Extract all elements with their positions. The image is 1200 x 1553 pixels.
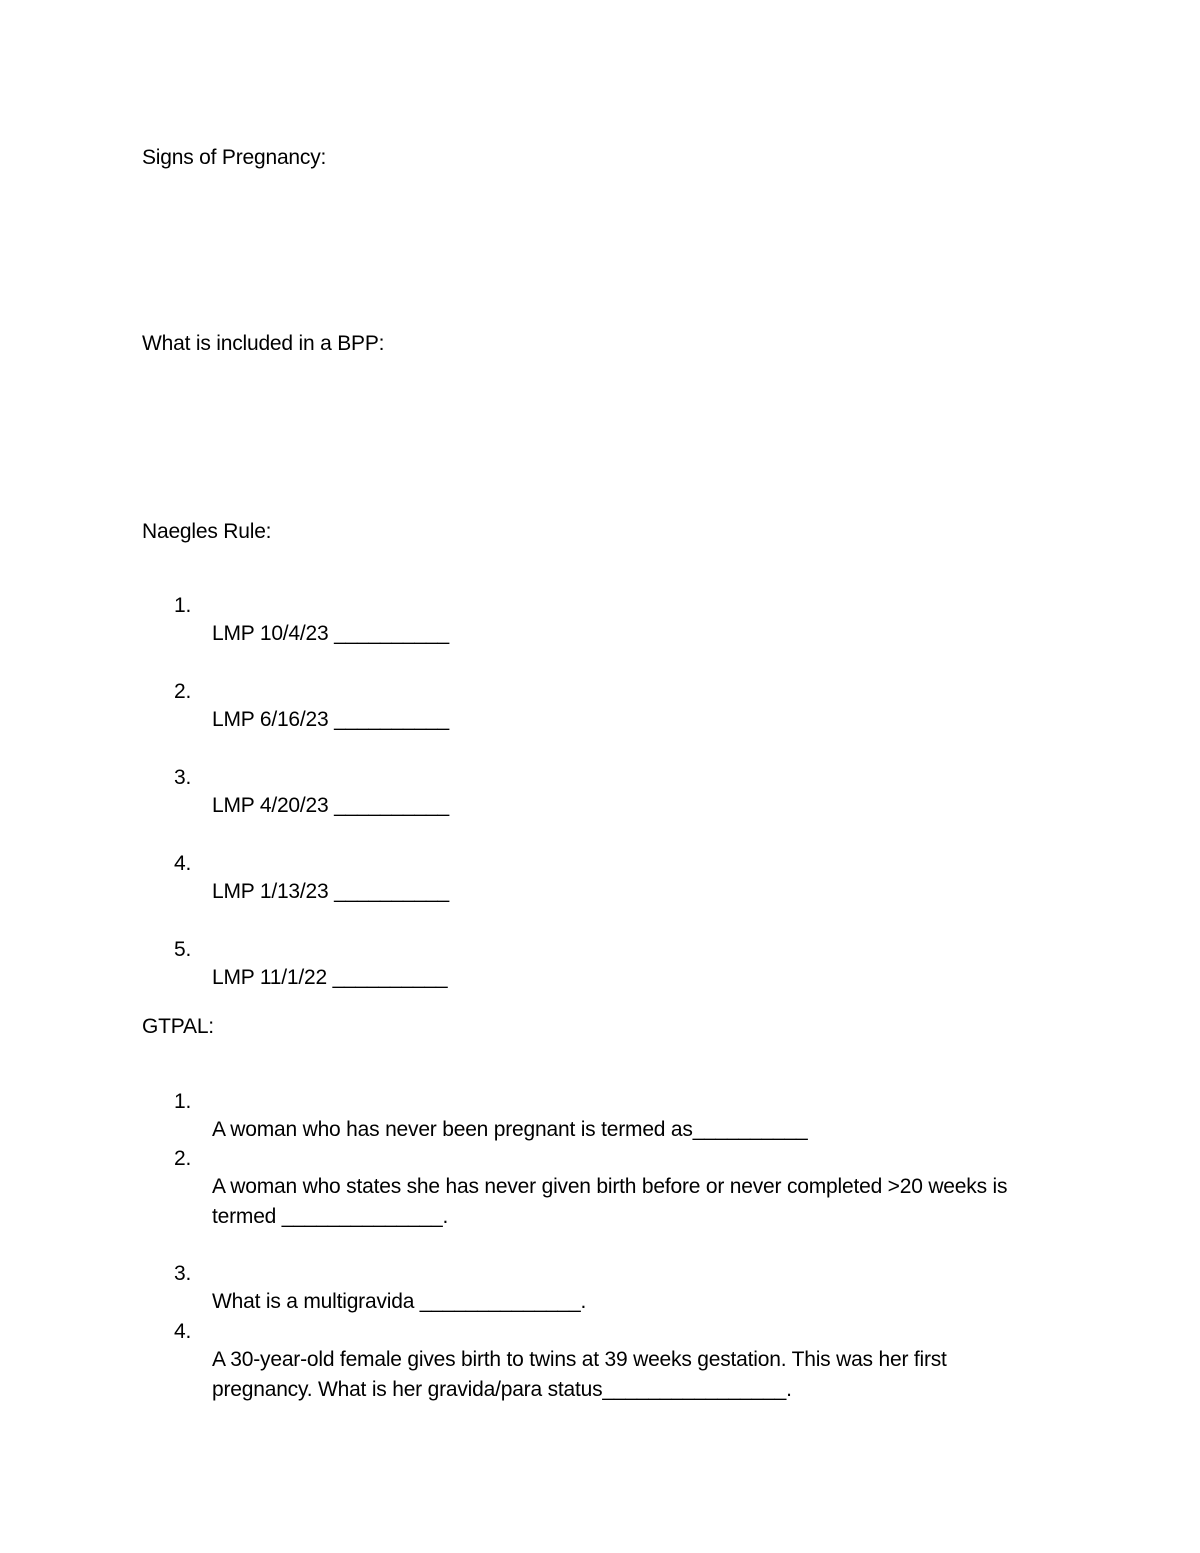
list-item-text: LMP 4/20/23 __________ [212,794,449,817]
list-item-text: termed ______________. [212,1205,449,1228]
list-item-continuation [0,1348,1200,1432]
list-item-text: LMP 1/13/23 __________ [212,880,449,903]
list-item-text: A woman who has never been pregnant is termed as__________ [212,1118,808,1141]
list-item-text: What is a multigravida ______________. [212,1290,587,1313]
list-item-text: LMP 10/4/23 __________ [212,622,449,645]
signs-of-pregnancy-heading: Signs of Pregnancy: [142,146,327,169]
list-item-number: 3. [174,1262,192,1285]
list-item-number: 2. [174,1147,192,1170]
naegles-rule-heading: Naegles Rule: [142,520,272,543]
list-item-number: 4. [174,852,192,875]
list-item-text: A 30-year-old female gives birth to twins at 39 weeks gestation. This was her first [212,1348,947,1371]
list-item-number: 2. [174,680,192,703]
list-item-number: 5. [174,938,192,961]
bpp-heading: What is included in a BPP: [142,332,385,355]
gtpal-heading: GTPAL: [142,1015,214,1038]
list-item-number: 1. [174,1090,192,1113]
list-item-text: LMP 11/1/22 __________ [212,966,448,989]
list-item-text: A woman who states she has never given birth before or never completed >20 weeks is [212,1175,1008,1198]
list-item-text: LMP 6/16/23 __________ [212,708,449,731]
list-item [0,908,1200,1020]
list-item-text: pregnancy. What is her gravida/para status________________. [212,1378,792,1401]
list-item-number: 3. [174,766,192,789]
list-item-number: 1. [174,594,192,617]
list-item-number: 4. [174,1320,192,1343]
